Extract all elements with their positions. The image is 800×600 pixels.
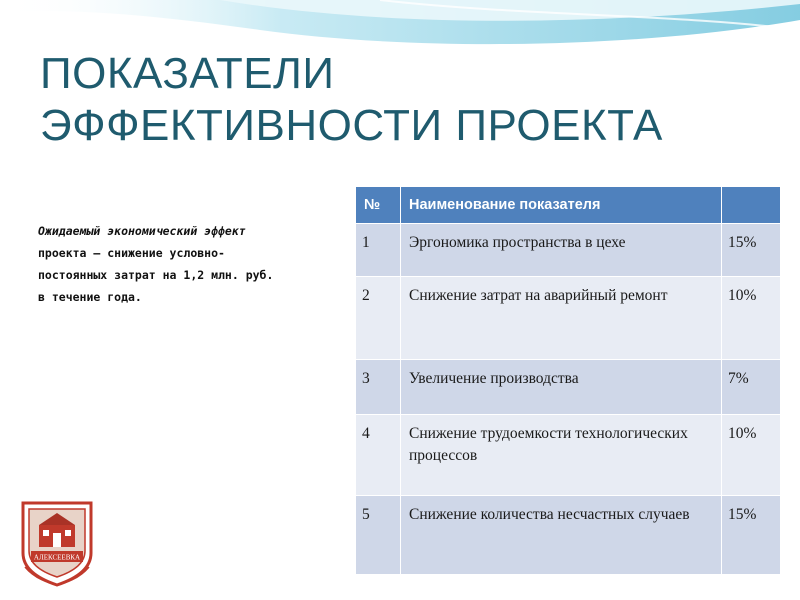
- effect-line-2: постоянных затрат на 1,2 млн. руб.: [38, 268, 274, 282]
- table-row: [356, 277, 781, 360]
- title-line-2: ЭФФЕКТИВНОСТИ ПРОЕКТА: [40, 101, 663, 150]
- town-emblem-icon: [15, 497, 99, 587]
- row-indicator-name: Снижение затрат на аварийный ремонт: [401, 277, 722, 360]
- row-value: 15%: [722, 224, 781, 277]
- row-indicator-name: Увеличение производства: [401, 360, 722, 415]
- row-indicator-name: Эргономика пространства в цехе: [401, 224, 722, 277]
- row-number: 1: [356, 224, 401, 277]
- title-line-1: ПОКАЗАТЕЛИ: [40, 49, 335, 98]
- table-header-row: [356, 187, 781, 224]
- expected-effect-text: [38, 220, 338, 308]
- table-row: [356, 224, 781, 277]
- row-number: 4: [356, 415, 401, 496]
- row-number: 5: [356, 496, 401, 575]
- table-row: [356, 415, 781, 496]
- row-value: 15%: [722, 496, 781, 575]
- effect-lead: Ожидаемый экономический эффект: [38, 224, 246, 238]
- logo-text: АЛЕКСЕЕВКА: [33, 553, 81, 562]
- row-indicator-name: Снижение трудоемкости технологических процессов: [401, 415, 722, 496]
- page-title: [40, 48, 780, 152]
- indicators-table: [355, 186, 781, 575]
- row-value: 10%: [722, 277, 781, 360]
- header-number: №: [356, 187, 401, 224]
- table-row: [356, 360, 781, 415]
- header-indicator-name: Наименование показателя: [401, 187, 722, 224]
- row-indicator-name: Снижение количества несчастных случаев: [401, 496, 722, 575]
- effect-line-1: проекта – снижение условно-: [38, 246, 225, 260]
- row-number: 3: [356, 360, 401, 415]
- table-row: [356, 496, 781, 575]
- row-value: 10%: [722, 415, 781, 496]
- row-number: 2: [356, 277, 401, 360]
- header-value: [722, 187, 781, 224]
- row-value: 7%: [722, 360, 781, 415]
- effect-line-3: в течение года.: [38, 290, 142, 304]
